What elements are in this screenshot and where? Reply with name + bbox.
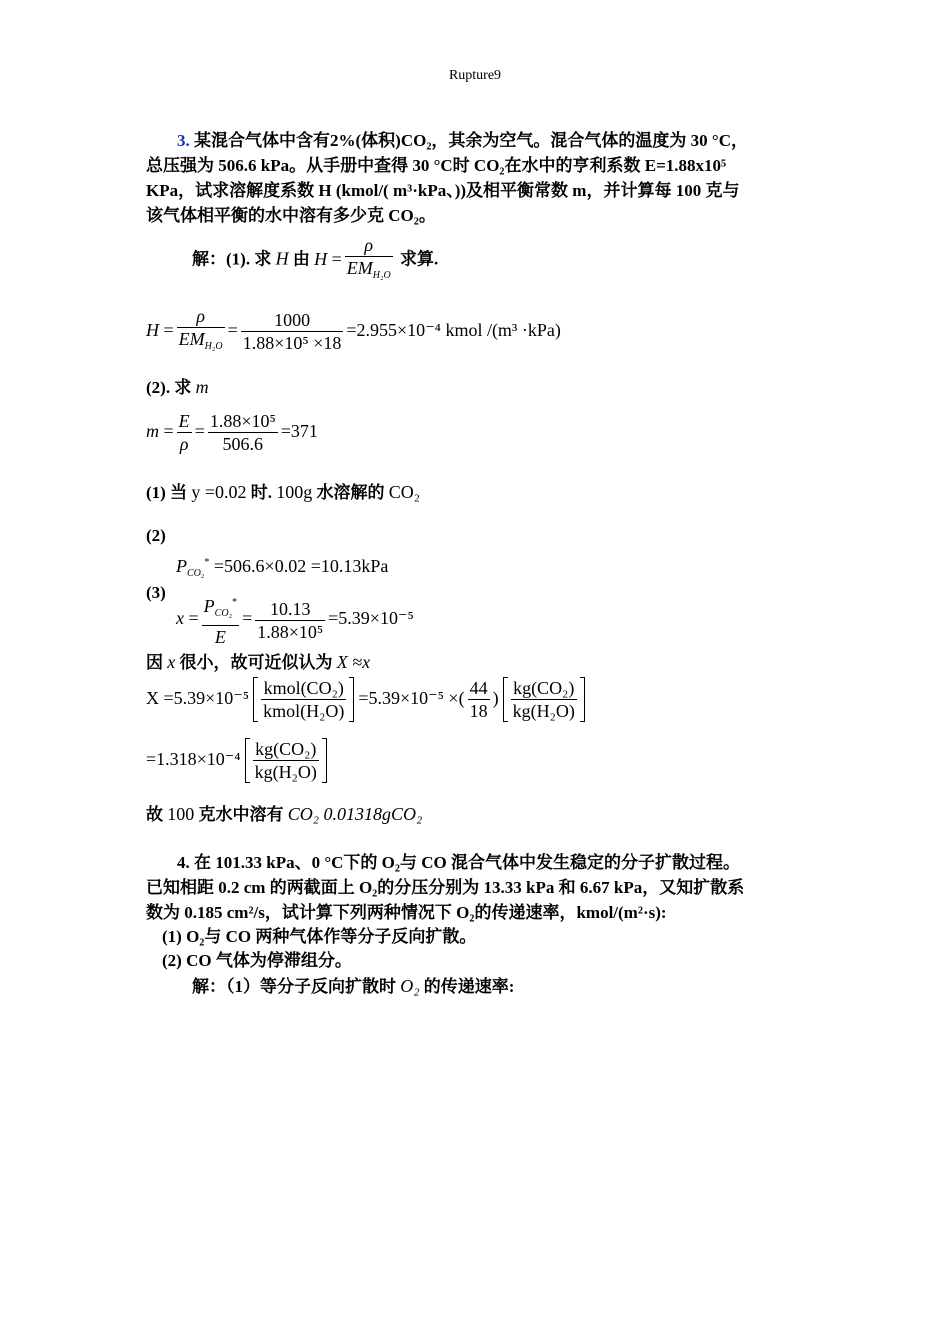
step3c-label: (3) — [146, 583, 166, 602]
x-denominator: 1.88×10⁵ — [257, 621, 324, 642]
problem4-item1: (1) O₂与 CO 两种气体作等分子反向扩散。 — [162, 927, 477, 946]
page-header: Rupture9 — [448, 68, 502, 83]
x-numerator: 10.13 — [269, 598, 311, 619]
final-3: 克水中溶有 — [198, 805, 284, 824]
equation-m: m = $\frac{E}{\rho}$ = $\frac{\text{1.88×10⁵}}{506.6}$ =371 — [146, 411, 318, 454]
step3a-label: (1) 当 — [146, 483, 188, 502]
problem3-number: 3. — [177, 131, 190, 150]
approx-text1: 因 — [146, 653, 163, 672]
X-frac-numerator: 44 — [469, 678, 488, 698]
unit-kg-numerator-2: kg(CO₂) — [255, 739, 317, 759]
unit-kg-denominator: kg(H₂O) — [512, 701, 575, 721]
step1-mid: 由 — [292, 249, 310, 269]
step3a-end: 水溶解的 — [316, 483, 385, 502]
solution3-step1: 解：(1). 求 H 由 H = $\frac{\rho}{EM_{H_2O}}$ 求算. — [192, 234, 438, 287]
solution3-step2: (2). 求 m — [146, 377, 209, 397]
p4-sol-1: 解：（1）等分子反向扩散时 — [192, 977, 396, 996]
final-2: 100 — [167, 804, 195, 824]
H-result: =2.955×10⁻⁴ kmol /(m³ ·kPa) — [346, 319, 561, 340]
X-frac-denominator: 18 — [469, 701, 488, 721]
step3a-g: 100g — [276, 482, 313, 502]
problem3-text1: 某混合气体中含有2%(体积)CO₂，其余为空气。混合气体的温度为 30 °C， — [194, 131, 748, 150]
equation-pressure: $P_{CO_2}^* =506.6\times 0.02 =10.13kPa$ — [176, 556, 389, 579]
final-1: 故 — [146, 805, 163, 824]
equation-X: X =5.39×10⁻⁵ $\frac{\text{kmol(CO₂)}}{\text{kmol(H₂O)}}$ =5.39×10⁻⁵ ×( $\frac{44}{18}$ ) $\frac{\text{kg(CO₂)}}{\text{kg(H₂O)}}$ — [146, 677, 589, 722]
pressure-result: =506.6×0.02 =10.13kPa — [213, 556, 389, 576]
problem4-line1: 4. 在 101.33 kPa、0 °C下的 O₂与 CO 混合气体中发生稳定的分子扩散过程。 — [177, 853, 740, 872]
unit-kg-numerator: kg(CO₂) — [513, 678, 575, 698]
step3a-y: y =0.02 — [191, 482, 247, 502]
m-numerator: 1.88×10⁵ — [209, 411, 276, 431]
approximation-line: 因 x 很小，故可近似认为 X ≈x — [146, 652, 371, 672]
problem3-line1 — [177, 126, 748, 151]
H-denominator: 1.88×10⁵ ×18 — [242, 333, 342, 353]
unit-kmol-numerator: kmol(CO₂) — [263, 678, 344, 698]
problem3-line3: KPa，试求溶解度系数 H (kmol/( m³·kPa、))及相平衡常数 m，并计算每 100 克与 — [146, 181, 740, 200]
approx-expr: X ≈x — [336, 652, 371, 672]
problem4-item2: (2) CO 气体为停滞组分。 — [162, 951, 352, 970]
x-result: =5.39×10⁻⁵ — [328, 608, 414, 629]
problem3-line2: 总压强为 506.6 kPa。从手册中查得 30 °C时 CO₂在水中的亨利系数 E=1.88x10⁵ — [146, 156, 727, 175]
final-line — [146, 800, 422, 825]
p4-sol-2: 的传递速率: — [423, 977, 515, 996]
p4-sol-o2: O₂ — [400, 976, 420, 996]
problem3-line4: 该气体相平衡的水中溶有多少克 CO₂。 — [146, 206, 436, 225]
X-eq3: =1.318×10⁻⁴ — [146, 748, 241, 769]
final-4: CO₂ 0.01318gCO₂ — [287, 804, 423, 824]
unit-kg-denominator-2: kg(H₂O) — [254, 762, 317, 782]
equation-x: x = $\frac{P_{CO_2}^*}{E}$ = $\frac{10.13}{\text{1.88×10⁵}}$ =5.39×10⁻⁵ — [176, 596, 414, 647]
problem4-line3: 数为 0.185 cm²/s，试计算下列两种情况下 O₂的传递速率，kmol/(m²·s): — [146, 903, 667, 922]
step3b-label: (2) — [146, 526, 166, 545]
H-numerator: 1000 — [274, 310, 311, 330]
equation-X-result — [146, 738, 331, 783]
step3a-co2: CO₂ — [388, 482, 421, 502]
approx-text2: 很小，故可近似认为 — [179, 653, 333, 672]
X-eq2: =5.39×10⁻⁵ ×( — [358, 687, 465, 708]
equation-H: H = $\frac{\rho}{EM_{H_2O}}$ = $\frac{1000}{\text{1.88×10⁵ ×18}}$ =2.955×10⁻⁴ kmol /(m³ ·kPa) — [146, 305, 561, 358]
step1-label: 解：(1). 求 — [192, 249, 272, 269]
problem4-solution — [192, 972, 514, 997]
step3a-mid: 时. — [250, 483, 272, 502]
step2-label: (2). 求 — [146, 378, 192, 397]
step1-end: 求算. — [399, 249, 439, 269]
problem4-line2: 已知相距 0.2 cm 的两截面上 O₂的分压分别为 13.33 kPa 和 6.67 kPa，又知扩散系 — [146, 878, 745, 897]
unit-kmol-denominator: kmol(H₂O) — [263, 701, 345, 721]
m-result: =371 — [280, 420, 318, 441]
m-denominator: 506.6 — [208, 432, 278, 455]
X-eq1: X =5.39×10⁻⁵ — [146, 687, 250, 708]
solution3-step3a — [146, 478, 420, 503]
